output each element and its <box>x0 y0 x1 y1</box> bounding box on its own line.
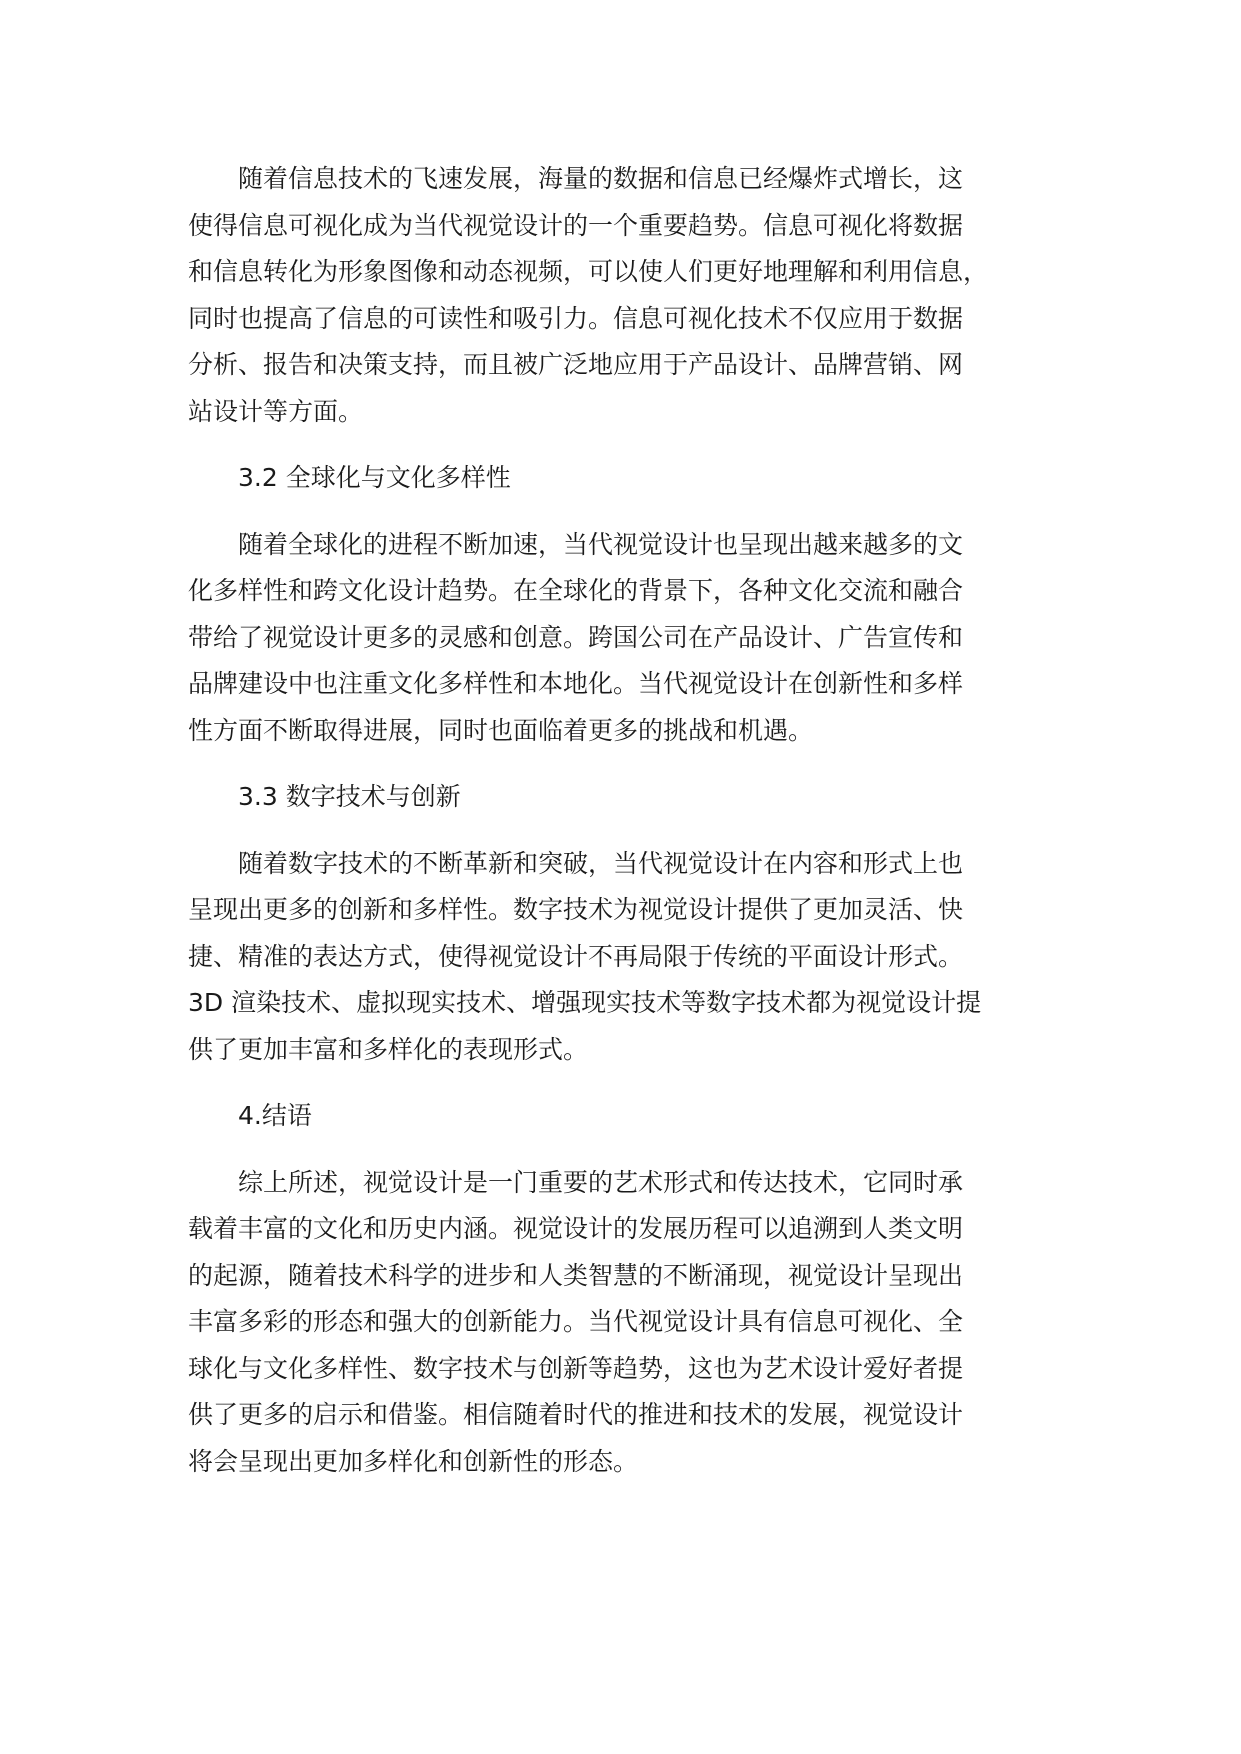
text-line: 随着信息技术的飞速发展，海量的数据和信息已经爆炸式增长，这 <box>238 164 964 193</box>
section-heading-3-2: 3.2 全球化与文化多样性 <box>238 463 511 492</box>
section-heading-4: 4.结语 <box>238 1101 312 1130</box>
text-line: 3D 渲染技术、虚拟现实技术、增强现实技术等数字技术都为视觉设计提 <box>188 988 982 1017</box>
text-line: 供了更多的启示和借鉴。相信随着时代的推进和技术的发展，视觉设计 <box>188 1400 964 1429</box>
text-line: 供了更加丰富和多样化的表现形式。 <box>188 1034 589 1064</box>
text-line: 站设计等方面。 <box>188 396 364 426</box>
text-line: 品牌建设中也注重文化多样性和本地化。当代视觉设计在创新性和多样 <box>188 669 964 698</box>
text-line: 随着数字技术的不断革新和突破，当代视觉设计在内容和形式上也 <box>238 848 964 878</box>
text-line: 性方面不断取得进展，同时也面临着更多的挑战和机遇。 <box>188 715 814 745</box>
text-line: 呈现出更多的创新和多样性。数字技术为视觉设计提供了更加灵活、快 <box>188 895 964 924</box>
text-line: 综上所述，视觉设计是一门重要的艺术形式和传达技术，它同时承 <box>238 1167 964 1197</box>
text-line: 分析、报告和决策支持，而且被广泛地应用于产品设计、品牌营销、网 <box>188 350 964 379</box>
section-heading-3-3: 3.3 数字技术与创新 <box>238 782 461 811</box>
document-body <box>188 156 1088 1505</box>
text-line: 使得信息可视化成为当代视觉设计的一个重要趋势。信息可视化将数据 <box>188 210 964 240</box>
text-line: 带给了视觉设计更多的灵感和创意。跨国公司在产品设计、广告宣传和 <box>188 622 964 652</box>
text-line: 的起源，随着技术科学的进步和人类智慧的不断涌现，视觉设计呈现出 <box>188 1260 964 1290</box>
paragraph-information-visualization <box>188 156 1088 435</box>
paragraph-conclusion <box>188 1160 1088 1486</box>
text-line: 随着全球化的进程不断加速，当代视觉设计也呈现出越来越多的文 <box>238 529 964 559</box>
text-line: 化多样性和跨文化设计趋势。在全球化的背景下，各种文化交流和融合 <box>188 576 964 605</box>
text-line: 和信息转化为形象图像和动态视频，可以使人们更好地理解和利用信息， <box>188 257 989 286</box>
paragraph-globalization <box>188 522 1088 755</box>
text-line: 丰富多彩的形态和强大的创新能力。当代视觉设计具有信息可视化、全 <box>188 1307 964 1336</box>
paragraph-digital-technology <box>188 841 1088 1074</box>
text-line: 同时也提高了信息的可读性和吸引力。信息可视化技术不仅应用于数据 <box>188 303 964 333</box>
text-line: 载着丰富的文化和历史内涵。视觉设计的发展历程可以追溯到人类文明 <box>188 1214 964 1243</box>
text-line: 捷、精准的表达方式，使得视觉设计不再局限于传统的平面设计形式。 <box>188 941 964 971</box>
text-line: 球化与文化多样性、数字技术与创新等趋势，这也为艺术设计爱好者提 <box>188 1353 964 1383</box>
text-line: 将会呈现出更加多样化和创新性的形态。 <box>188 1446 639 1476</box>
